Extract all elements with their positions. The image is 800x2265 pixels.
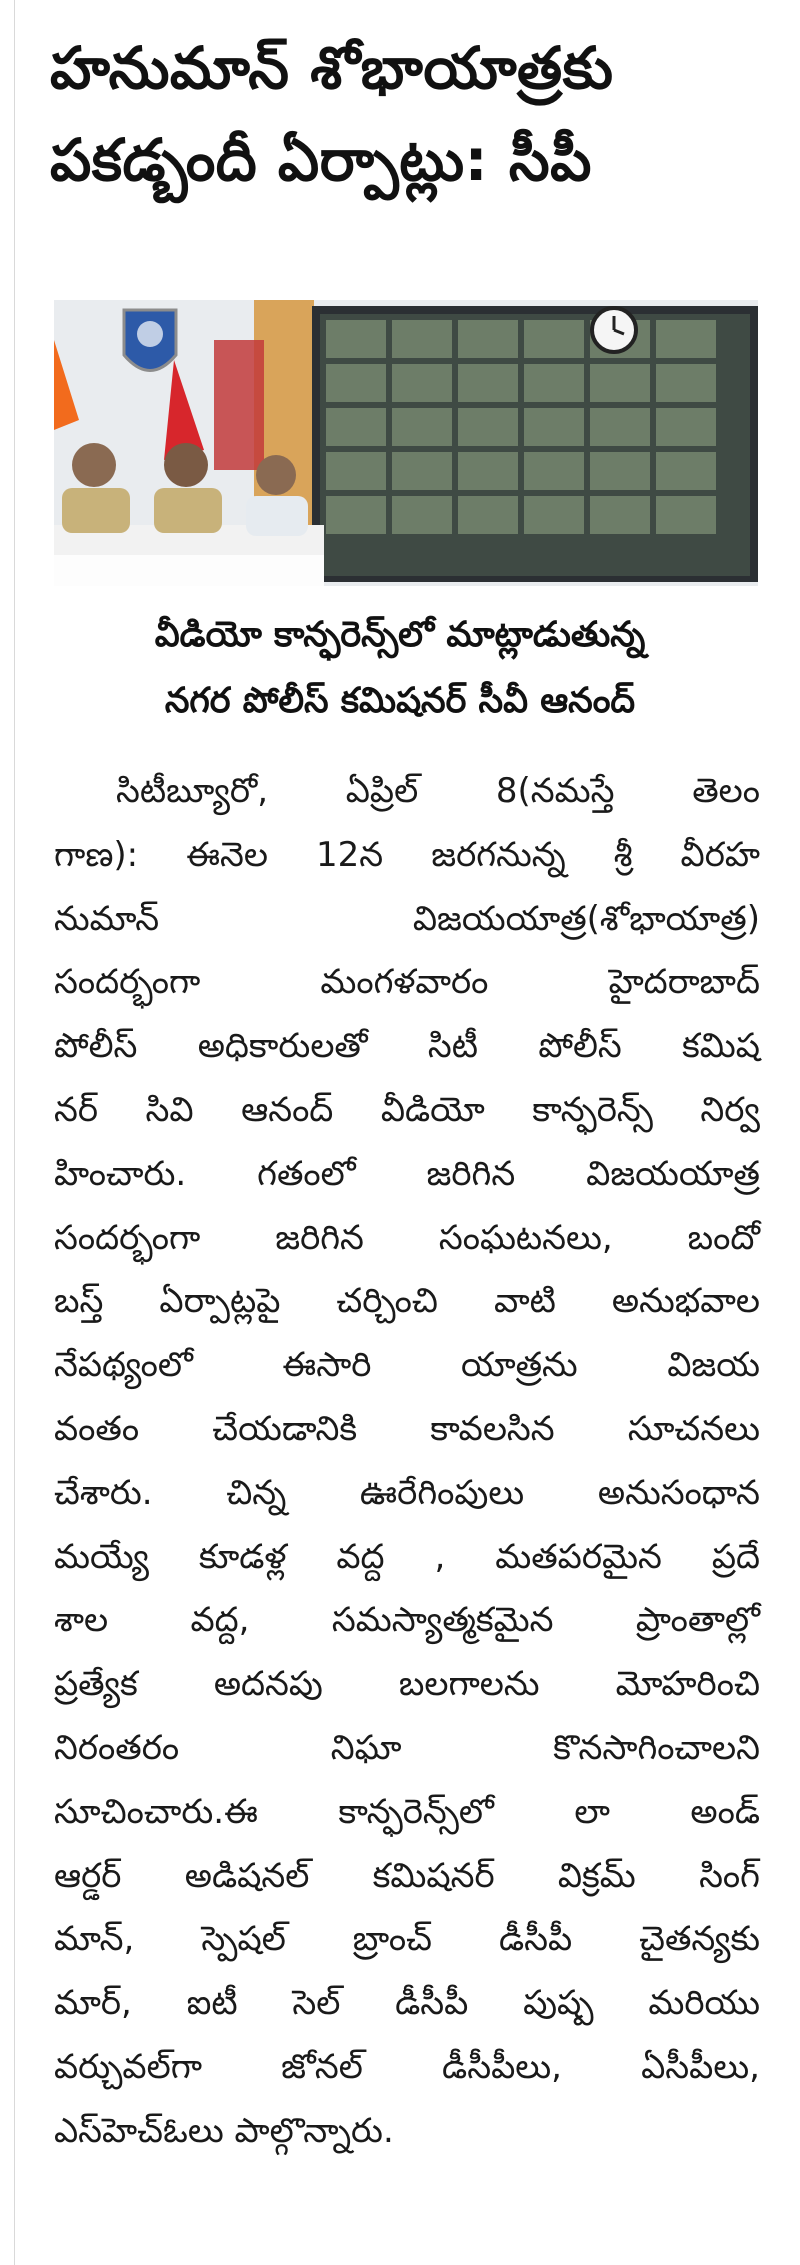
article-line: వర్చువల్‌గా జోనల్ డీసీపీలు, ఏసీపీలు, bbox=[54, 2046, 760, 2087]
article-line: పోలీస్ అధికారులతో సిటీ పోలీస్ కమిష bbox=[54, 1026, 760, 1067]
headline bbox=[50, 22, 770, 206]
article-line: నేపథ్యంలో ఈసారి యాత్రను విజయ bbox=[54, 1345, 760, 1386]
article-line: సందర్భంగా మంగళవారం హైదరాబాద్ bbox=[54, 962, 760, 1003]
headline-line: పకడ్బందీ ఏర్పాట్లు: సీపీ bbox=[50, 126, 592, 194]
caption-line: నగర పోలీస్ కమిషనర్ సీవీ ఆనంద్ bbox=[164, 681, 636, 721]
article-line: నుమాన్ విజయయాత్ర(శోభాయాత్ర) bbox=[54, 898, 760, 939]
headline-line: హనుమాన్ శోభాయాత్రకు bbox=[50, 34, 614, 102]
article-line: మార్, ఐటీ సెల్ డీసీపీ పుష్ప మరియు bbox=[54, 1983, 760, 2024]
article-line: మాన్, స్పెషల్ బ్రాంచ్ డీసీపీ చైతన్యకు bbox=[54, 1919, 760, 1960]
caption-line: వీడియో కాన్ఫరెన్స్‌లో మాట్లాడుతున్న bbox=[154, 615, 646, 655]
article-line: వంతం చేయడానికి కావలసిన సూచనలు bbox=[54, 1408, 760, 1449]
article-line: సందర్భంగా జరిగిన సంఘటనలు, బందో bbox=[54, 1217, 760, 1258]
column-rule bbox=[14, 0, 15, 2265]
article-line: సిటీబ్యూరో, ఏప్రిల్ 8(నమస్తే తెలం bbox=[116, 771, 760, 811]
article-line: గాణ): ఈనెల 12న జరగనున్న శ్రీ వీరహ bbox=[54, 834, 760, 875]
article-body bbox=[54, 760, 760, 2164]
article-line: నిరంతరం నిఘా కొనసాగించాలని bbox=[54, 1727, 760, 1768]
article-line: ఎస్‌హెచ్‌ఓలు పాల్గొన్నారు. bbox=[54, 2110, 394, 2151]
article-line: ఆర్డర్ అడిషనల్ కమిషనర్ విక్రమ్ సింగ్ bbox=[54, 1855, 760, 1896]
article-line: సూచించారు.ఈ కాన్ఫరెన్స్‌లో లా అండ్ bbox=[54, 1791, 760, 1832]
article-line: మయ్యే కూడళ్ల వద్ద , మతపరమైన ప్రదే bbox=[54, 1536, 760, 1577]
photo-caption bbox=[40, 602, 760, 734]
article-line: ప్రత్యేక అదనపు బలగాలను మోహరించి bbox=[54, 1664, 760, 1705]
article-line: చేశారు. చిన్న ఊరేగింపులు అనుసంధాన bbox=[54, 1472, 760, 1513]
press-photo-illustration bbox=[54, 300, 758, 586]
article-line: శాల వద్ద, సమస్యాత్మకమైన ప్రాంతాల్లో bbox=[54, 1600, 760, 1641]
article-line: నర్ సివి ఆనంద్ వీడియో కాన్ఫరెన్స్ నిర్వ bbox=[54, 1089, 760, 1130]
article-line: బస్త్ ఏర్పాట్లపై చర్చించి వాటి అనుభవాల bbox=[54, 1281, 760, 1322]
article-line: హించారు. గతంలో జరిగిన విజయయాత్ర bbox=[54, 1153, 760, 1194]
news-photo bbox=[54, 300, 758, 586]
